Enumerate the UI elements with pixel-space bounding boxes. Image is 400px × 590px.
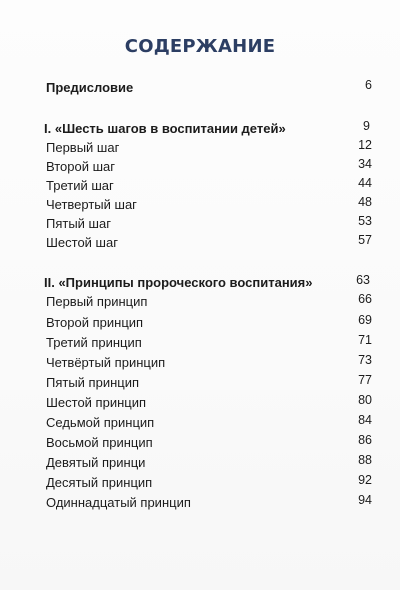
- toc-entry-page: 88: [358, 453, 372, 467]
- toc-entry-page: 71: [358, 333, 372, 347]
- toc-section-2: [44, 274, 370, 292]
- toc-section-label: II. «Принципы пророческого воспитания»: [44, 275, 313, 290]
- toc-entry-page: 57: [358, 233, 372, 247]
- toc-entry-label: Шестой принцип: [46, 395, 147, 410]
- toc-entry: [46, 334, 372, 352]
- toc-entry-label: Второй принцип: [46, 315, 144, 330]
- toc-entry-page: 34: [358, 157, 372, 171]
- toc-entry-label: Четвертый шаг: [46, 197, 137, 212]
- toc-entry-label: Шестой шаг: [46, 235, 118, 250]
- toc-entry-label: Восьмой принцип: [46, 435, 153, 450]
- toc-entry: [46, 434, 372, 452]
- toc-entry: [46, 394, 372, 412]
- toc-entry-label: Седьмой принцип: [46, 415, 155, 430]
- toc-entry-label: Девятый принци: [46, 455, 146, 470]
- toc-entry: [46, 158, 372, 176]
- toc-section-page: 63: [356, 273, 370, 287]
- toc-entry-label: Третий шаг: [46, 178, 114, 193]
- toc-entry-label: Предисловие: [46, 80, 134, 95]
- toc-section-label: I. «Шесть шагов в воспитании детей»: [44, 121, 286, 136]
- toc-entry-page: 66: [358, 292, 372, 306]
- toc-entry: [46, 314, 372, 332]
- toc-entry: [46, 354, 372, 372]
- toc-entry: [46, 234, 372, 252]
- toc-entry-page: 94: [358, 493, 372, 507]
- toc-entry-page: 80: [358, 393, 372, 407]
- toc-entry: [46, 215, 372, 233]
- toc-entry-preface: [46, 79, 372, 97]
- toc-entry: [46, 196, 372, 214]
- toc-entry-label: Третий принцип: [46, 335, 142, 350]
- toc-entry: [46, 177, 372, 195]
- toc-section-1: [44, 120, 370, 138]
- toc-entry-label: Второй шаг: [46, 159, 116, 174]
- toc-entry: [46, 414, 372, 432]
- toc-entry-label: Первый шаг: [46, 140, 120, 155]
- toc-entry-page: 73: [358, 353, 372, 367]
- toc-entry: [46, 454, 372, 472]
- toc-entry-page: 6: [365, 78, 372, 92]
- toc-entry-page: 53: [358, 214, 372, 228]
- toc-section-page: 9: [363, 119, 370, 133]
- toc-entry-page: 44: [358, 176, 372, 190]
- toc-entry: [46, 374, 372, 392]
- toc-entry: [46, 139, 372, 157]
- toc-entry-label: Одиннадцатый принцип: [46, 495, 191, 510]
- toc-entry-page: 92: [358, 473, 372, 487]
- toc-entry-page: 69: [358, 313, 372, 327]
- toc-entry-label: Пятый шаг: [46, 216, 111, 231]
- toc-title: СОДЕРЖАНИЕ: [124, 36, 276, 57]
- toc-entry-page: 84: [358, 413, 372, 427]
- toc-entry-label: Пятый принцип: [46, 375, 140, 390]
- toc-entry-label: Первый принцип: [46, 294, 148, 309]
- toc-entry: [46, 293, 372, 311]
- toc-entry-page: 48: [358, 195, 372, 209]
- toc-entry: [46, 474, 372, 492]
- toc-entry-page: 12: [358, 138, 372, 152]
- toc-entry-page: 86: [358, 433, 372, 447]
- toc-entry-page: 77: [358, 373, 372, 387]
- toc-entry-label: Десятый принцип: [46, 475, 153, 490]
- toc-entry-label: Четвёртый принцип: [46, 355, 166, 370]
- toc-entry: [46, 494, 372, 512]
